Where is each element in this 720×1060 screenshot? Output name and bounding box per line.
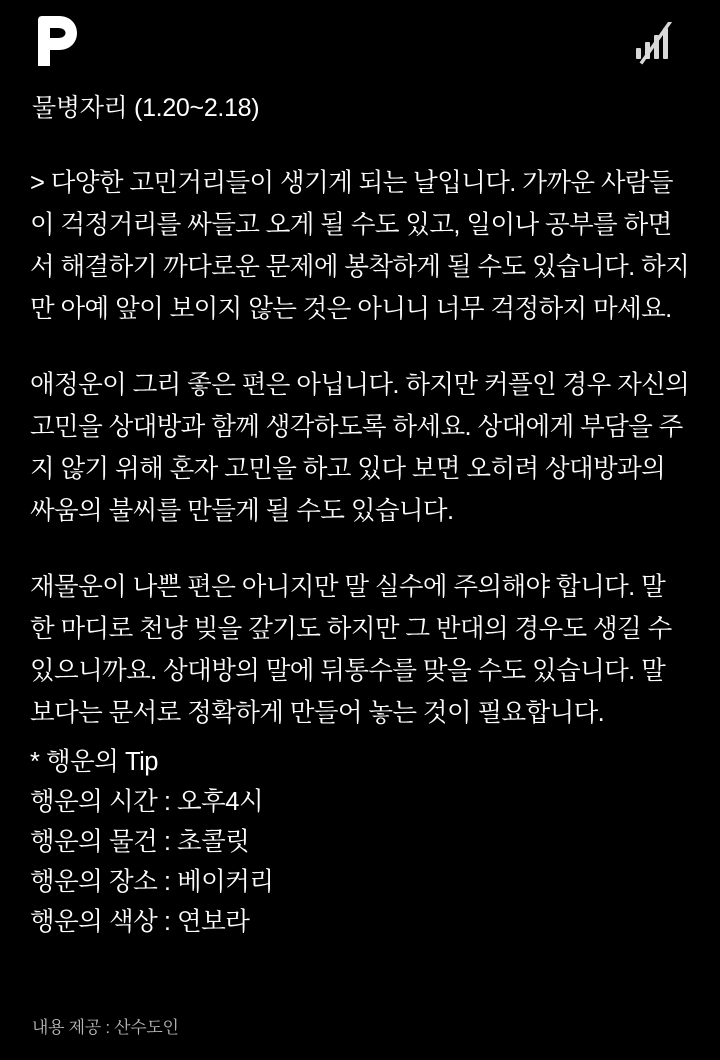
paragraph-general: > 다양한 고민거리들이 생기게 되는 날입니다. 가까운 사람들이 걱정거리를 싸들고 오게 될 수도 있고, 일이나 공부를 하면서 해결하기 까다로운 문제에 봉착하게 될 수도 있습니다. 하지만 아예 앞이 보이지 않는 것은 아니니 너무 걱정하지 마세요. [30, 169, 690, 323]
content-provider-credit: 내용 제공 : 산수도인 [32, 1018, 179, 1037]
lucky-tip-section [30, 742, 690, 942]
signal-off-icon [632, 22, 678, 66]
paragraph-money: 재물운이 나쁜 편은 아니지만 말 실수에 주의해야 합니다. 말 한 마디로 천냥 빚을 갚기도 하지만 그 반대의 경우도 생길 수 있으니까요. 상대방의 말에 뒤통수를 맞을 수도 있습니다. 말 보다는 문서로 정확하게 만들어 놓는 것이 필요합니다. [30, 573, 679, 727]
top-bar [30, 0, 690, 82]
lucky-place-line: 행운의 장소 : 베이커리 [30, 868, 274, 896]
horoscope-body [30, 162, 696, 734]
paragraph-love: 애정운이 그리 좋은 편은 아닙니다. 하지만 커플인 경우 자신의 고민을 상대방과 함께 생각하도록 하세요. 상대에게 부담을 주지 않기 위해 혼자 고민을 하고 있다 보면 오히려 상대방과의 싸움의 불씨를 만들게 될 수도 있습니다. [30, 371, 696, 525]
page-title: 물병자리 (1.20~2.18) [32, 94, 260, 122]
lucky-item-line: 행운의 물건 : 초콜릿 [30, 828, 250, 856]
lucky-color-line: 행운의 색상 : 연보라 [30, 908, 250, 936]
lucky-time-line: 행운의 시간 : 오후4시 [30, 788, 264, 816]
lucky-tip-heading: * 행운의 Tip [30, 748, 158, 776]
ponyo-p-logo-icon [32, 16, 78, 66]
